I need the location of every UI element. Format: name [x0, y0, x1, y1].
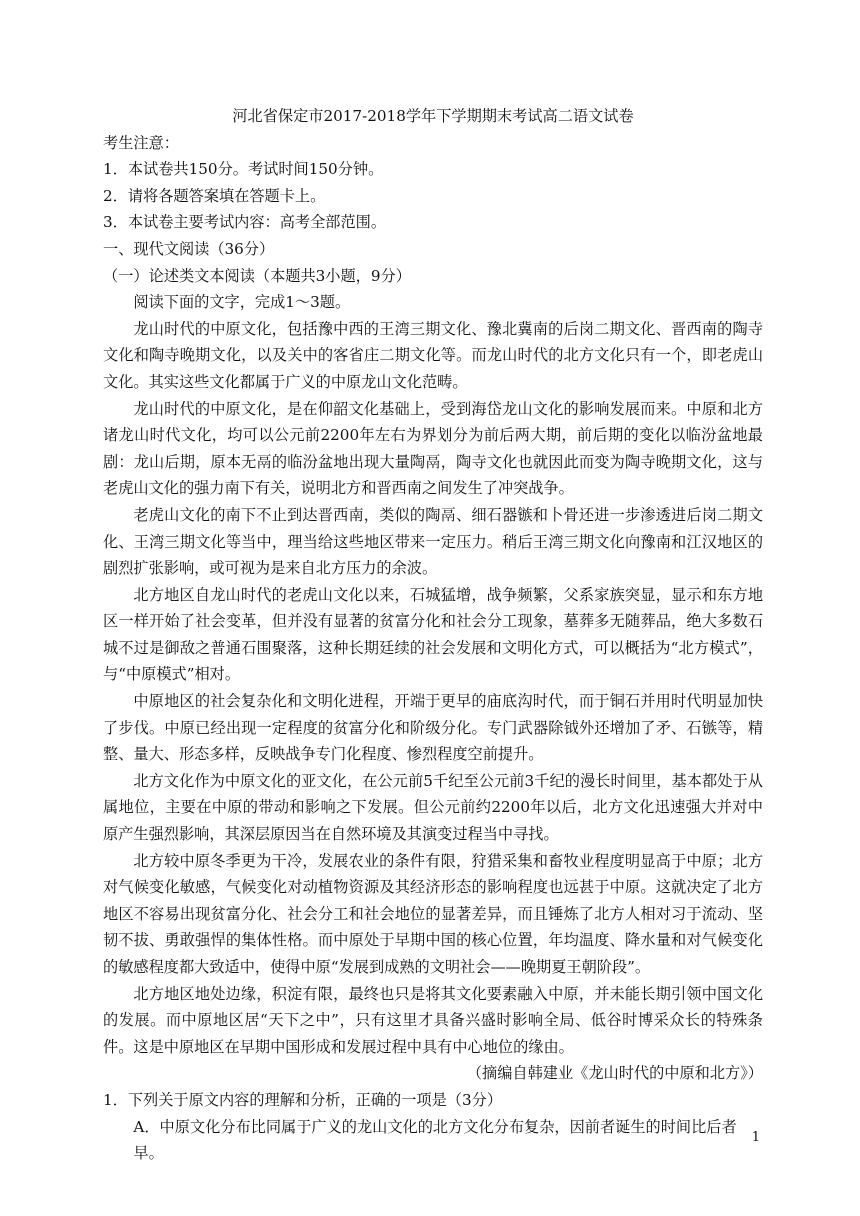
- passage-paragraph: 北方地区自龙山时代的老虎山文化以来，石城猛增，战争频繁，父系家族突显，显示和东方地区一样开始了社会变革，但并没有显著的贫富分化和社会分工现象，墓葬多无随葬品，绝大多数石城不过是御敌之普通石围聚落，这种长期廷续的社会发展和文明化方式，可以概括为“北方模式”，与“中原模式”相对。: [103, 585, 763, 684]
- notice-item: 3．本试卷主要考试内容：高考全部范围。: [103, 213, 387, 232]
- passage-paragraph: 北方文化作为中原文化的亚文化，在公元前5千纪至公元前3千纪的漫长时间里，基本都处于从属地位，主要在中原的带动和影响之下发展。但公元前约2200年以后，北方文化迅速强大并对中原产生强烈影响，其深层原因当在自然环境及其演变过程当中寻找。: [103, 771, 763, 844]
- passage-paragraph: 龙山时代的中原文化，是在仰韶文化基础上，受到海岱龙山文化的影响发展而来。中原和北方诸龙山时代文化，均可以公元前2200年左右为界划分为前后两大期，前后期的变化以临汾盆地最剧：龙山后期，原本无鬲的临汾盆地出现大量陶鬲，陶寺文化也就因此而变为陶寺晚期文化，这与老虎山文化的强力南下有关，说明北方和晋西南之间发生了冲突战争。: [103, 399, 763, 498]
- section-heading: 一、现代文阅读（36分）: [103, 239, 275, 258]
- passage-paragraph: 老虎山文化的南下不止到达晋西南，类似的陶鬲、细石器镞和卜骨还进一步渗透进后岗二期文化、王湾三期文化等当中，理当给这些地区带来一定压力。稍后王湾三期文化向豫南和江汉地区的剧烈扩张影响，或可视为是来自北方压力的余波。: [103, 505, 763, 578]
- passage-paragraph: 中原地区的社会复杂化和文明化进程，开端于更早的庙底沟时代，而于铜石并用时代明显加快了步伐。中原已经出现一定程度的贫富分化和阶级分化。专门武器除钺外还增加了矛、石镞等，精整、量大、形态多样，反映战争专门化程度、惨烈程度空前提升。: [103, 692, 763, 764]
- question-stem: 1．下列关于原文内容的理解和分析，正确的一项是（3分）: [103, 1090, 503, 1109]
- notice-item: 2．请将各题答案填在答题卡上。: [103, 186, 326, 205]
- passage-source: （摘编自韩建业《龙山时代的中原和北方》）: [466, 1064, 763, 1083]
- reading-instruction: 阅读下面的文字，完成1～3题。: [133, 293, 351, 312]
- notice-item: 1．本试卷共150分。考试时间150分钟。: [103, 160, 384, 179]
- document-body: [103, 103, 763, 1167]
- exam-title: 河北省保定市2017-2018学年下学期期末考试高二语文试卷: [232, 107, 634, 125]
- passage-paragraph: 北方较中原冬季更为干冷，发展农业的条件有限，狩猎采集和畜牧业程度明显高于中原；北方对气候变化敏感，气候变化对动植物资源及其经济形态的影响程度也远甚于中原。这就决定了北方地区不容易出现贫富分化、社会分工和社会地位的显著差异，而且锤炼了北方人相对习于流动、坚韧不拔、勇敢强悍的集体性格。而中原处于早期中国的核心位置，年均温度、降水量和对气候变化的敏感程度都大致适中，使得中原“发展到成熟的文明社会——晚期夏王朝阶段”。: [103, 851, 763, 976]
- question-option-a: A．中原文化分布比同属于广义的龙山文化的北方文化分布复杂，因前者诞生的时间比后者早。: [133, 1117, 737, 1163]
- subsection-heading: （一）论述类文本阅读（本题共3小题，9分）: [103, 266, 411, 285]
- notice-heading: 考生注意：: [103, 133, 179, 152]
- page-number: 1: [751, 1130, 760, 1145]
- passage-paragraph: 北方地区地处边缘，积淀有限，最终也只是将其文化要素融入中原，并未能长期引领中国文化的发展。而中原地区居“天下之中”，只有这里才具备兴盛时影响全局、低谷时博采众长的特殊条件。这是中原地区在早期中国形成和发展过程中具有中心地位的缘由。: [103, 984, 763, 1056]
- passage-paragraph: 龙山时代的中原文化，包括豫中西的王湾三期文化、豫北冀南的后岗二期文化、晋西南的陶寺文化和陶寺晚期文化，以及关中的客省庄二期文化等。而龙山时代的北方文化只有一个，即老虎山文化。其实这些文化都属于广义的中原龙山文化范畴。: [103, 319, 763, 391]
